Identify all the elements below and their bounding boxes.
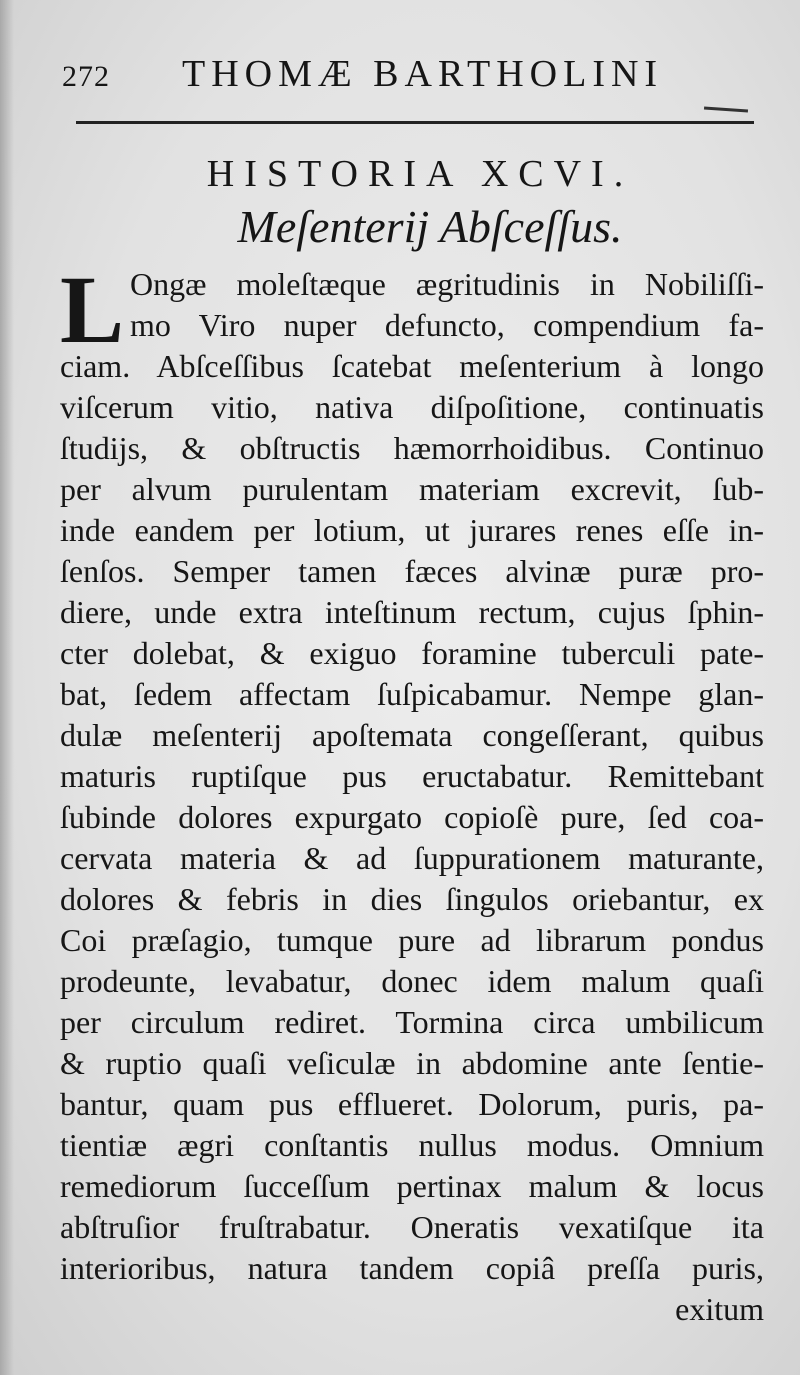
text-line: inde eandem per lotium, ut jurares renes eſſe in-: [60, 512, 764, 548]
drop-cap: L: [60, 256, 125, 363]
chapter-heading: HISTORIA XCVI.: [206, 153, 634, 195]
text-line: interioribus, natura tandem copiâ preſſa puris,: [60, 1250, 764, 1286]
text-line: viſcerum vitio, nativa diſpoſitione, continuatis: [60, 389, 764, 425]
text-line: ſubinde dolores expurgato copioſè pure, ſed coa-: [60, 799, 764, 835]
text-line: maturis ruptiſque pus eructabatur. Remittebant: [60, 758, 764, 794]
text-line: remediorum ſucceſſum pertinax malum & locus: [60, 1168, 764, 1204]
text-line: diere, unde extra inteſtinum rectum, cujus ſphin-: [60, 594, 764, 630]
page-number: 272: [62, 60, 110, 93]
running-head: [62, 52, 752, 102]
header-rule-flourish: [704, 106, 748, 112]
text-line: per circulum rediret. Tormina circa umbilicum: [60, 1004, 764, 1040]
body-text: [60, 256, 764, 1330]
catchword: exitum: [675, 1291, 764, 1327]
text-line: dulæ meſenterij apoſtemata congeſſerant, quibus: [60, 717, 764, 753]
text-line: cervata materia & ad ſuppurationem maturante,: [60, 840, 764, 876]
text-line: & ruptio quaſi veſiculæ in abdomine ante ſentie-: [60, 1045, 764, 1081]
text-line: Ongæ moleſtæque ægritudinis in Nobiliſſi-: [130, 266, 764, 302]
text-line: prodeunte, levabatur, donec idem malum quaſi: [60, 963, 764, 999]
running-head-author: THOMÆ BARTHOLINI: [182, 53, 664, 95]
text-line: ſenſos. Semper tamen fæces alvinæ puræ pro-: [60, 553, 764, 589]
text-line: Coi præſagio, tumque pure ad librarum pondus: [60, 922, 764, 958]
header-rule: [76, 121, 754, 124]
chapter-subheading: Meſenterij Abſceſſus.: [237, 201, 623, 252]
text-line: ſtudijs, & obſtructis hæmorrhoidibus. Continuo: [60, 430, 764, 466]
text-line: dolores & febris in dies ſingulos oriebantur, ex: [60, 881, 764, 917]
text-line: mo Viro nuper defuncto, compendium fa-: [130, 307, 764, 343]
text-line: bat, ſedem affectam ſuſpicabamur. Nempe glan-: [60, 676, 764, 712]
text-line: cter dolebat, & exiguo foramine tuberculi pate-: [60, 635, 764, 671]
text-line: per alvum purulentam materiam excrevit, ſub-: [60, 471, 764, 507]
text-line: ciam. Abſceſſibus ſcatebat meſenterium à longo: [60, 348, 764, 384]
text-line: abſtruſior fruſtrabatur. Oneratis vexatiſque ita: [60, 1209, 764, 1245]
text-line: bantur, quam pus efflueret. Dolorum, puris, pa-: [60, 1086, 764, 1122]
text-line: tientiæ ægri conſtantis nullus modus. Omnium: [60, 1127, 764, 1163]
